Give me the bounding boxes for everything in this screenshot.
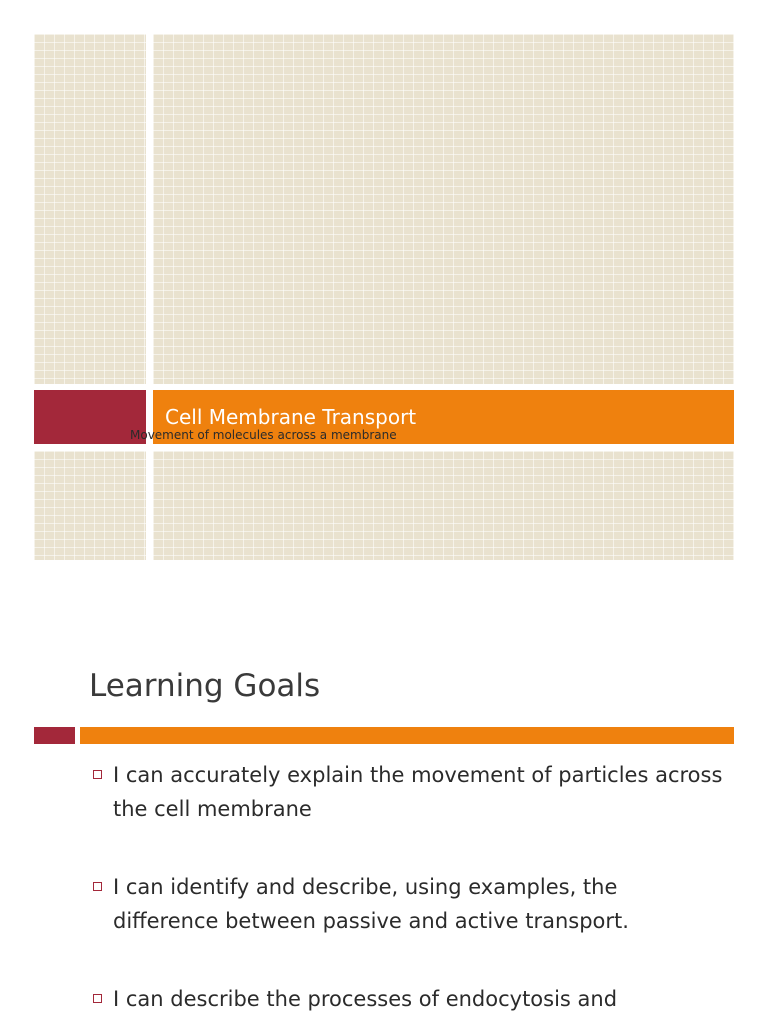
goal-text: I can identify and describe, using examples, the difference between passive and active transport. (113, 875, 629, 933)
goal-item (89, 870, 729, 938)
goal-item (89, 982, 729, 1016)
heading-accent-bar (80, 727, 734, 744)
grid-panel-top-left (34, 34, 146, 384)
slide-subtitle: Movement of molecules across a membrane (130, 428, 397, 442)
grid-panel-bottom-right (153, 451, 734, 560)
learning-goals-title: Learning Goals (89, 668, 321, 704)
square-bullet-icon (93, 882, 102, 891)
grid-panel-top-right (153, 34, 734, 384)
goal-text: I can describe the processes of endocytosis and (113, 987, 618, 1011)
square-bullet-icon (93, 994, 102, 1003)
goals-list (89, 758, 729, 1024)
goal-item (89, 758, 729, 826)
grid-panel-bottom-left (34, 451, 146, 560)
slide-title: Cell Membrane Transport (165, 405, 417, 429)
goal-text: I can accurately explain the movement of particles across the cell membrane (113, 763, 723, 821)
heading-accent-block (34, 727, 75, 744)
title-slide (34, 34, 734, 560)
square-bullet-icon (93, 770, 102, 779)
